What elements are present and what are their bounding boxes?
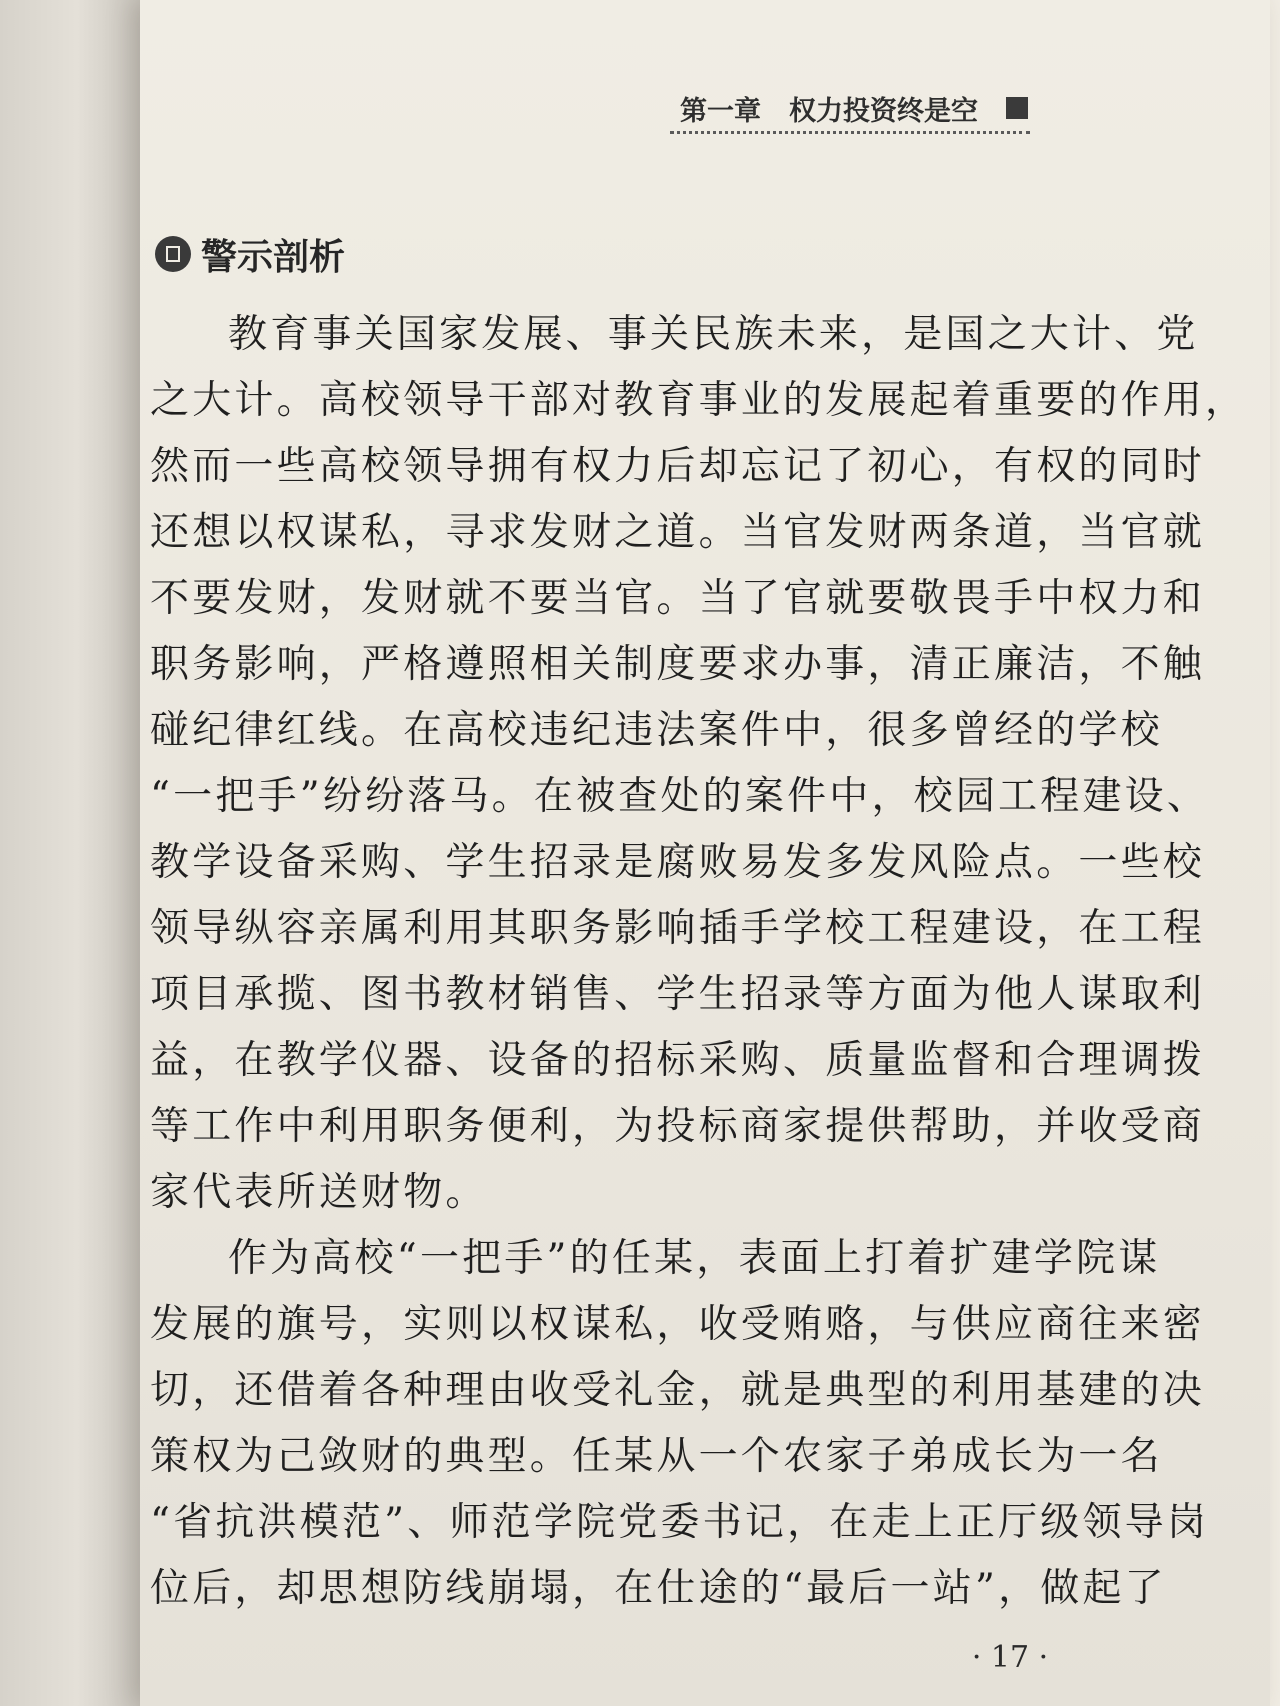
text-line: 碰纪律红线。在高校违纪违法案件中，很多曾经的学校: [150, 708, 1163, 753]
text-line: 领导纵容亲属利用其职务影响插手学校工程建设，在工程: [150, 906, 1206, 951]
text-line: 益，在教学仪器、设备的招标采购、质量监督和合理调拨: [150, 1038, 1206, 1083]
chapter-title: 权力投资终是空: [789, 95, 978, 127]
text-line: “一把手”纷纷落马。在被查处的案件中，校园工程建设、: [150, 774, 1210, 819]
section-title: 警示剖析: [201, 236, 346, 278]
running-head-rule: [670, 131, 1030, 134]
text-line: 职务影响，严格遵照相关制度要求办事，清正廉洁，不触: [150, 642, 1206, 687]
square-icon: [1006, 97, 1028, 119]
text-line: 还想以权谋私，寻求发财之道。当官发财两条道，当官就: [150, 510, 1206, 555]
text-line: 然而一些高校领导拥有权力后却忘记了初心，有权的同时: [150, 444, 1206, 489]
section-heading: [155, 226, 345, 282]
running-head: [680, 88, 1050, 128]
text-line: 切，还借着各种理由收受礼金，就是典型的利用基建的决: [150, 1368, 1206, 1413]
text-line: 不要发财，发财就不要当官。当了官就要敬畏手中权力和: [150, 576, 1206, 621]
text-line: 教育事关国家发展、事关民族未来，是国之大计、党: [228, 312, 1199, 357]
chapter-number: 第一章: [680, 95, 761, 127]
text-line: 项目承揽、图书教材销售、学生招录等方面为他人谋取利: [150, 972, 1206, 1017]
facing-page-edge: [0, 0, 140, 1706]
text-line: 位后，却思想防线崩塌，在仕途的“最后一站”，做起了: [150, 1566, 1167, 1611]
document-icon: [155, 236, 191, 272]
text-line: 之大计。高校领导干部对教育事业的发展起着重要的作用，: [150, 378, 1248, 423]
page-number: · 17 ·: [971, 1640, 1049, 1675]
text-line: 等工作中利用职务便利，为投标商家提供帮助，并收受商: [150, 1104, 1206, 1149]
text-line: “省抗洪模范”、师范学院党委书记，在走上正厅级领导岗: [150, 1500, 1210, 1545]
text-line: 教学设备采购、学生招录是腐败易发多发风险点。一些校: [150, 840, 1206, 885]
text-line: 作为高校“一把手”的任某，表面上打着扩建学院谋: [228, 1236, 1161, 1281]
text-line: 发展的旗号，实则以权谋私，收受贿赂，与供应商往来密: [150, 1302, 1206, 1347]
text-line: 家代表所送财物。: [150, 1170, 488, 1215]
text-line: 策权为己敛财的典型。任某从一个农家子弟成长为一名: [150, 1434, 1163, 1479]
